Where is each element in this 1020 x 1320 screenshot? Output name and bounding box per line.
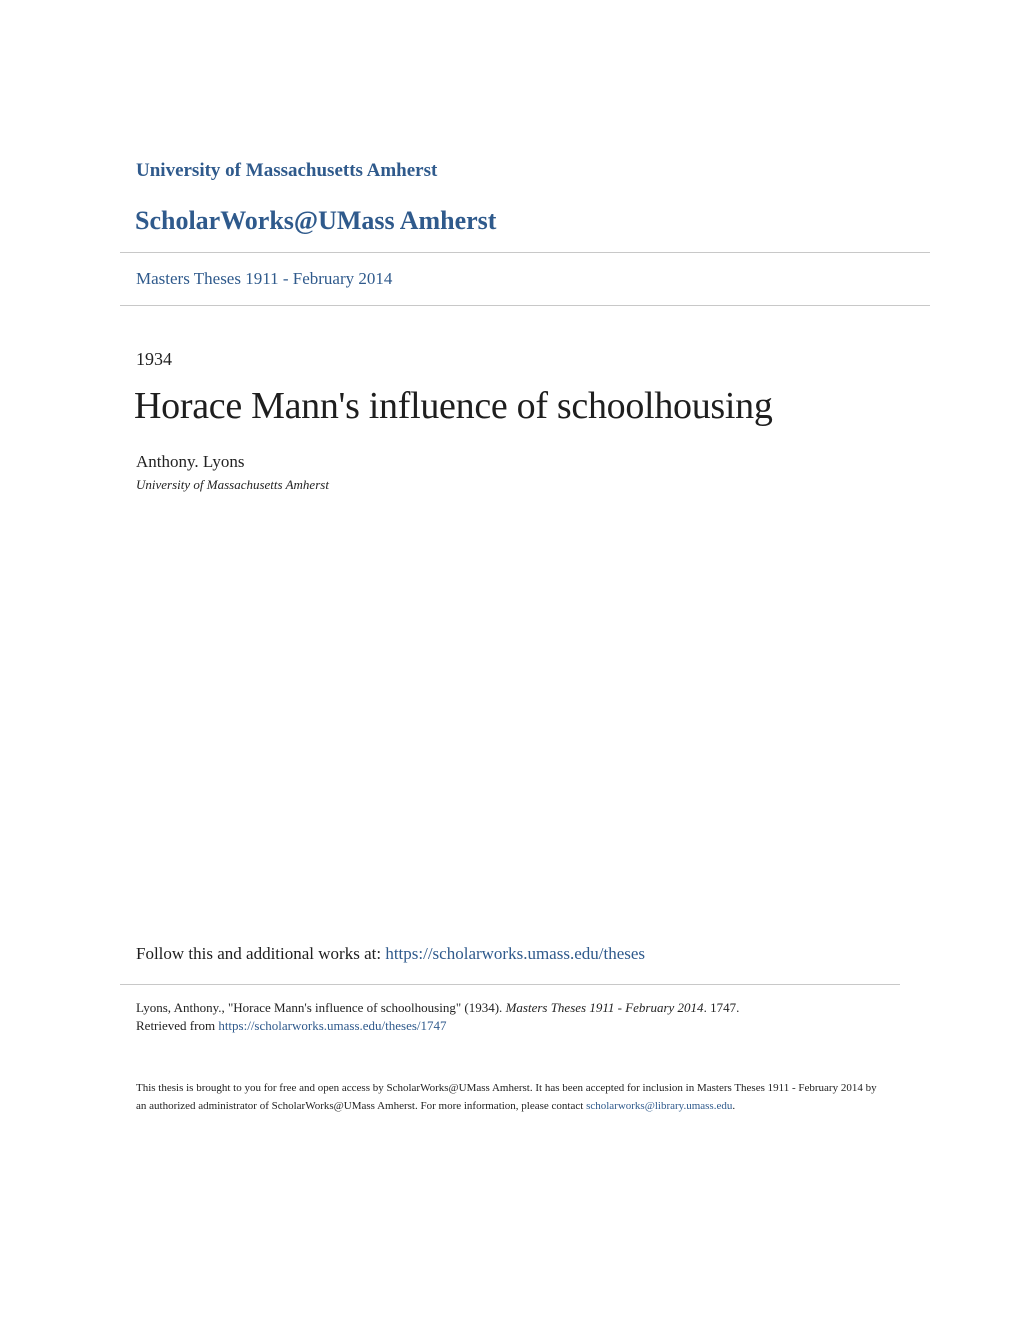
author-affiliation: University of Massachusetts Amherst bbox=[136, 477, 329, 492]
citation-lead: Lyons, Anthony., "Horace Mann's influence of schoolhousing" (1934). bbox=[136, 1000, 506, 1015]
repository-name[interactable]: ScholarWorks@UMass Amherst bbox=[135, 206, 497, 235]
access-note bbox=[136, 1079, 881, 1115]
series-link[interactable]: Masters Theses 1911 - February 2014 bbox=[136, 269, 393, 288]
access-end: . bbox=[732, 1100, 736, 1112]
thesis-author: Anthony. Lyons bbox=[136, 452, 245, 471]
retrieved-prefix: Retrieved from bbox=[136, 1018, 219, 1033]
header-divider bbox=[120, 252, 930, 253]
citation-number: . 1747. bbox=[703, 1000, 740, 1015]
access-text: This thesis is brought to you for free and open access by ScholarWorks@UMass Amherst. It has been accepted for inclusion in Masters Theses 1911 - February 2014 by an authorized administrator of ScholarWorks@UMass Amherst. For more information, please contact bbox=[136, 1082, 877, 1112]
citation-series: Masters Theses 1911 - February 2014 bbox=[505, 1000, 704, 1015]
theses-collection-link[interactable]: https://scholarworks.umass.edu/theses bbox=[385, 944, 646, 963]
thesis-year: 1934 bbox=[136, 349, 172, 369]
follow-divider bbox=[120, 984, 900, 985]
contact-email-link[interactable]: scholarworks@library.umass.edu bbox=[586, 1100, 733, 1112]
retrieved-link[interactable]: https://scholarworks.umass.edu/theses/1747 bbox=[218, 1018, 447, 1033]
follow-prefix: Follow this and additional works at: bbox=[136, 944, 386, 963]
thesis-title: Horace Mann's influence of schoolhousing bbox=[134, 385, 773, 427]
series-divider bbox=[120, 305, 930, 306]
citation-block bbox=[136, 999, 896, 1035]
follow-line bbox=[136, 944, 645, 964]
university-name[interactable]: University of Massachusetts Amherst bbox=[136, 160, 438, 181]
